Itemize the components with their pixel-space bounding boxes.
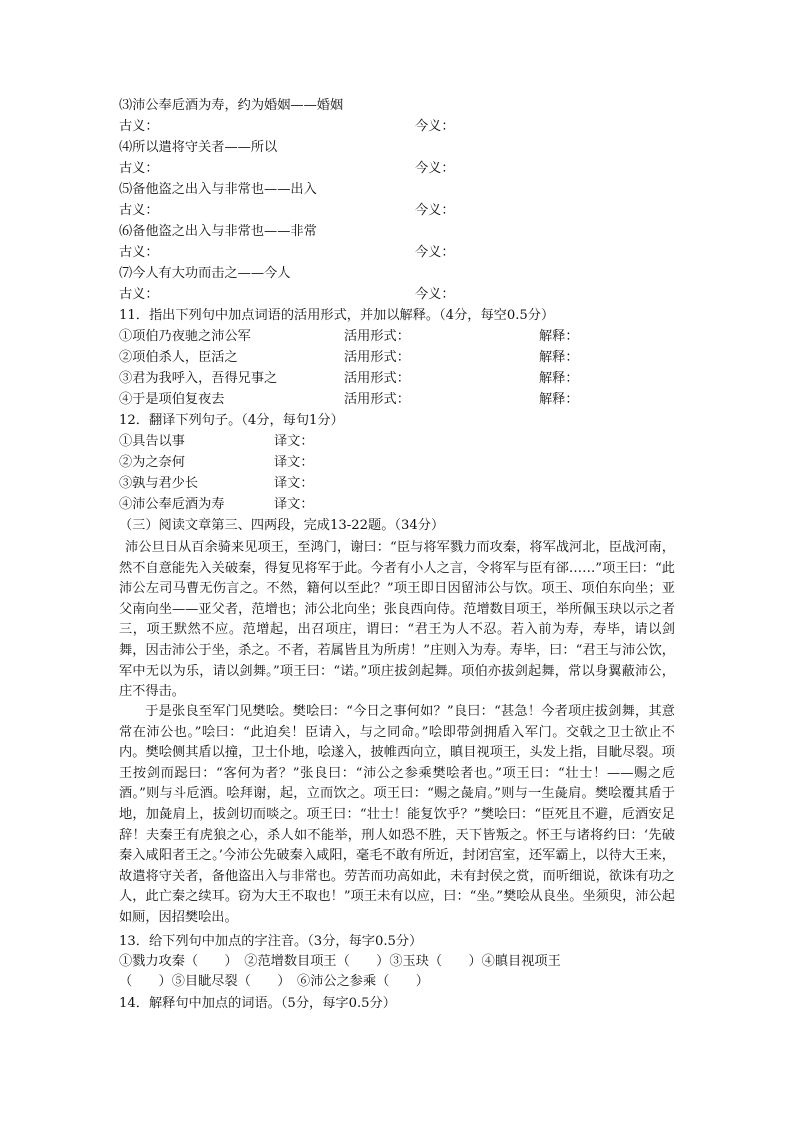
gu-label: 古义： bbox=[119, 245, 159, 260]
q10-item-4-sentence: ⑷所以遣将守关者——所以 bbox=[119, 140, 278, 155]
q12-row-2 bbox=[119, 453, 679, 473]
jin-label: 今义： bbox=[415, 203, 455, 218]
q14-title: 14．解释句中加点的词语。（5分，每字0.5分） bbox=[119, 996, 396, 1011]
q10-item-4-answer bbox=[119, 159, 679, 179]
q10-item-7-sentence: ⑺今人有大功而击之——今人 bbox=[119, 266, 291, 281]
q11-form-label: 活用形式： bbox=[344, 371, 410, 386]
q13-line-1: ①戮力攻秦（ ） ②范增数目项王（ ）③玉玦（ ）④瞋目视项王 bbox=[119, 954, 561, 969]
q12-sentence: ③孰与君少长 bbox=[119, 476, 199, 491]
gu-label: 古义： bbox=[119, 119, 159, 134]
q11-row-4 bbox=[119, 390, 679, 410]
passage-text: 于是张良至军门见樊哙。樊哙曰：“今日之事何如？”良曰：“甚急！今者项庄拔剑舞，其意常在沛公也。”哙曰：“此迫矣！臣请入，与之同命。”哙即带剑拥盾入军门。交戟之卫士欲止不内。樊哙侧其盾以撞，卫士仆地，哙遂入，披帷西向立，瞋目视项王，头发上指，目眦尽裂。项王按剑而跽曰：“客何为者？”张良曰：“沛公之参乘樊哙者也。”项王曰：“壮士！——赐之卮酒。”则与斗卮酒。哙拜谢，起，立而饮之。项王曰：“赐之彘肩。”则与一生彘肩。樊哙覆其盾于地，加彘肩上，拔剑切而啖之。项王曰：“壮士！能复饮乎？”樊哙曰：“臣死且不避，卮酒安足辞！夫秦王有虎狼之心，杀人如不能举，刑人如恐不胜，天下皆叛之。怀王与诸将约曰：‘先破秦入咸阳者王之。’今沛公先破秦入咸阳，毫毛不敢有所近，封闭宫室，还军霸上，以待大王来，故遣将守关者，备他盗出入与非常也。劳苦而功高如此，未有封侯之赏，而听细说，欲诛有功之人，此亡秦之续耳。窃为大王不取也！”项王未有以应，曰：“坐。”樊哙从良坐。坐须臾，沛公起如厕，因招樊哙出。 bbox=[119, 704, 675, 925]
q12-row-3 bbox=[119, 474, 679, 494]
gu-label: 古义： bbox=[119, 203, 159, 218]
q10-item-6-answer bbox=[119, 243, 679, 263]
jin-label: 今义： bbox=[415, 161, 455, 176]
q11-explain-label: 解释： bbox=[539, 329, 579, 344]
q12-title: 12．翻译下列句子。（4分，每句1分） bbox=[119, 413, 344, 428]
q12-translation-label: 译文： bbox=[274, 434, 314, 449]
q11-sentence: ③君为我呼入，吾得兄事之 bbox=[119, 371, 278, 386]
jin-label: 今义： bbox=[415, 287, 455, 302]
passage-paragraph-2 bbox=[119, 702, 675, 929]
jin-label: 今义： bbox=[415, 245, 455, 260]
q12-translation-label: 译文： bbox=[274, 455, 314, 470]
q11-title: 11．指出下列句中加点词语的活用形式，并加以解释。（4分，每空0.5分） bbox=[119, 308, 555, 323]
q11-sentence: ②项伯杀人，臣活之 bbox=[119, 350, 238, 365]
gu-label: 古义： bbox=[119, 287, 159, 302]
passage-paragraph-1 bbox=[119, 538, 675, 703]
q11-sentence: ④于是项伯复夜去 bbox=[119, 392, 225, 407]
passage-text: 沛公旦日从百余骑来见项王，至鸿门，谢曰：“臣与将军戮力而攻秦，将军战河北，臣战河南，然不自意能先入关破秦，得复见将军于此。今者有小人之言，令将军与臣有郤……”项王曰：“此沛公左司马曹无伤言之。不然，籍何以至此？”项王即日因留沛公与饮。项王、项伯东向坐；亚父南向坐——亚父者，范增也；沛公北向坐；张良西向侍。范增数目项王，举所佩玉玦以示之者三，项王默然不应。范增起，出召项庄，谓曰：“君王为人不忍。若入前为寿，寿毕，请以剑舞，因击沛公于坐，杀之。不者，若属皆且为所虏！”庄则入为寿。寿毕，曰：“君王与沛公饮，军中无以为乐，请以剑舞。”项王曰：“诺。”项庄拔剑起舞。项伯亦拔剑起舞，常以身翼蔽沛公，庄不得击。 bbox=[119, 540, 675, 700]
q12-sentence: ②为之奈何 bbox=[119, 455, 185, 470]
q10-item-3-sentence: ⑶沛公奉卮酒为寿，约为婚姻——婚姻 bbox=[119, 98, 344, 113]
q10-item-5-sentence: ⑸备他盗之出入与非常也——出入 bbox=[119, 182, 317, 197]
q11-row-2 bbox=[119, 348, 679, 368]
q10-item-5-answer bbox=[119, 201, 679, 221]
q11-explain-label: 解释： bbox=[539, 350, 579, 365]
q11-explain-label: 解释： bbox=[539, 371, 579, 386]
q11-row-3 bbox=[119, 369, 679, 389]
q13-line-2: （ ）⑤目眦尽裂（ ） ⑥沛公之参乘（ ） bbox=[119, 974, 429, 989]
q11-explain-label: 解释： bbox=[539, 392, 579, 407]
q12-sentence: ①具告以事 bbox=[119, 434, 185, 449]
q10-item-7-answer bbox=[119, 285, 679, 305]
q11-form-label: 活用形式： bbox=[344, 350, 410, 365]
q10-item-6-sentence: ⑹备他盗之出入与非常也——非常 bbox=[119, 224, 317, 239]
q11-form-label: 活用形式： bbox=[344, 392, 410, 407]
q10-item-3-answer bbox=[119, 117, 679, 137]
q12-sentence: ④沛公奉卮酒为寿 bbox=[119, 497, 225, 512]
q11-sentence: ①项伯乃夜驰之沛公军 bbox=[119, 329, 251, 344]
q11-row-1 bbox=[119, 327, 679, 347]
jin-label: 今义： bbox=[415, 119, 455, 134]
q13-title: 13．给下列句中加点的字注音。（3分，每字0.5分） bbox=[119, 934, 423, 949]
q12-row-1 bbox=[119, 432, 679, 452]
q12-row-4 bbox=[119, 495, 679, 515]
q11-form-label: 活用形式： bbox=[344, 329, 410, 344]
section3-title: （三）阅读文章第三、四两段，完成13-22题。（34分） bbox=[119, 518, 445, 533]
gu-label: 古义： bbox=[119, 161, 159, 176]
q12-translation-label: 译文： bbox=[274, 497, 314, 512]
q12-translation-label: 译文： bbox=[274, 476, 314, 491]
